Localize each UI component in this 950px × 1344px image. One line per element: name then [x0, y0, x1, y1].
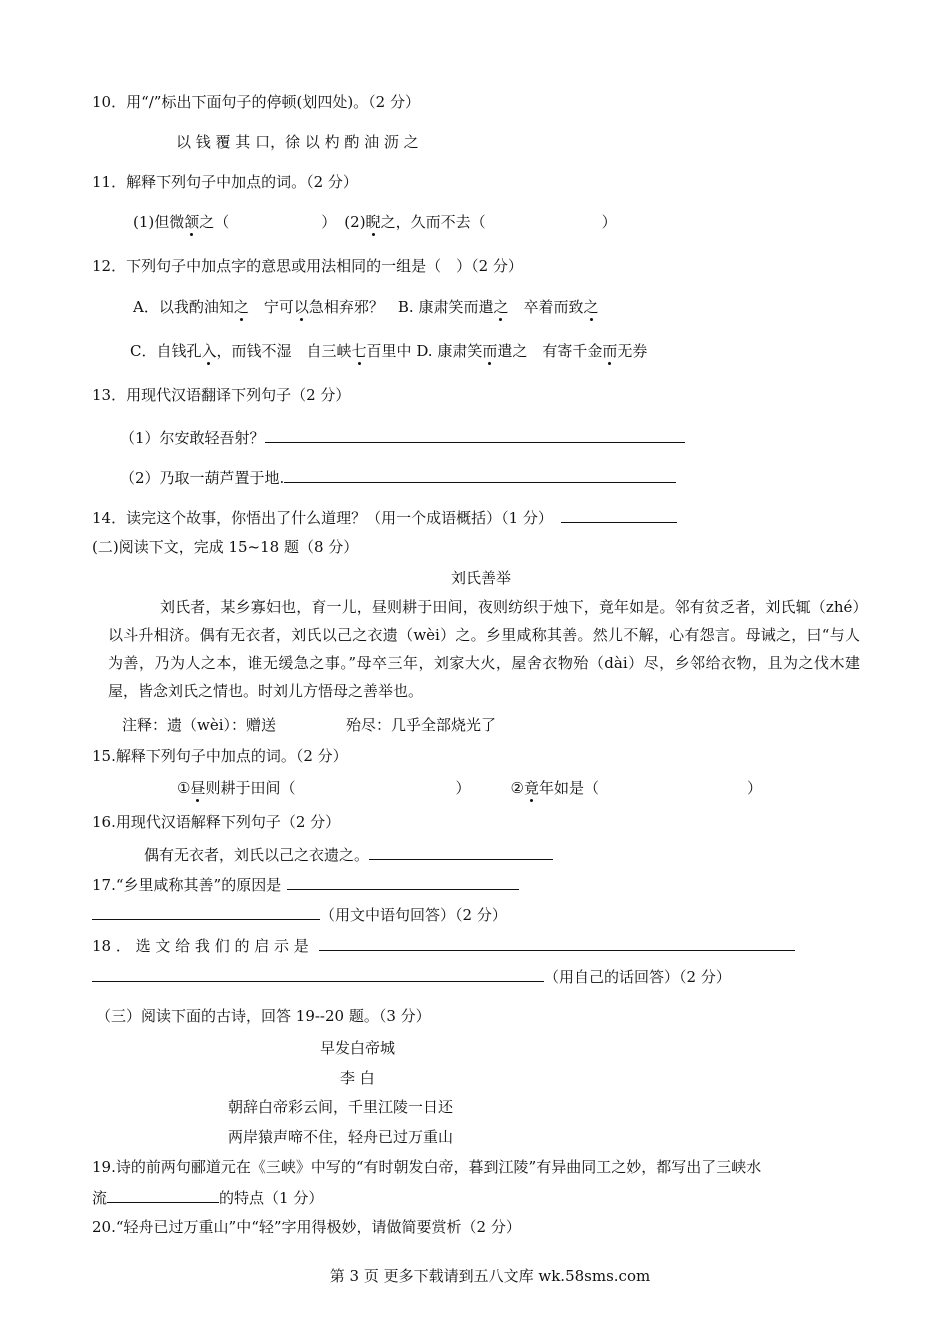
q18-prompt: 18 ． 选 文 给 我 们 的 启 示 是 [92, 937, 309, 955]
q11-a-dotted: 颔 [184, 213, 200, 231]
q20-prompt: 20.“轻舟已过万重山”中“轻”字用得极妙，请做简要赏析（2 分） [92, 1218, 521, 1236]
q12-d-dot2: 而 [602, 342, 618, 360]
page-footer: 第 3 页 更多下载请到五八文库 wk.58sms.com [329, 1267, 651, 1285]
q17-answer-line2[interactable] [92, 904, 320, 920]
q14-answer-line[interactable] [561, 507, 677, 523]
q17-answer-line1[interactable] [287, 874, 519, 890]
q19-prompt: 19.诗的前两句郦道元在《三峡》中写的“有时朝发白帝，暮到江陵”有异曲同工之妙，都写出了三峡水 [92, 1158, 762, 1176]
q11-a-close: ） [321, 213, 337, 231]
q11-b-post: 之，久而不去（ [380, 213, 486, 231]
passage-title: 刘氏善举 [450, 569, 511, 587]
q18-answer-line1[interactable] [319, 935, 795, 951]
q13-answer1-line[interactable] [265, 427, 685, 443]
q12-a-dot1: 之 [233, 298, 249, 316]
q11-prompt: 11．解释下列句子中加点的词。（2 分） [92, 173, 358, 191]
q11-b-close: ） [601, 213, 617, 231]
q12-c-tail: 百里中 [366, 342, 412, 360]
q16-line [144, 844, 553, 865]
q15-a-dotted: 昼 [190, 779, 206, 797]
q12-a-dot2: 以 [293, 298, 309, 316]
passage-text: 刘氏者，某乡寡妇也，育一儿，昼则耕于田间，夜则纺织于烛下，竟年如是。邻有贫乏者，刘氏辄（zhé）以斗升相济。偶有无衣者，刘氏以己之衣遗（wèi）之。乡里咸称其善。然儿不解，心有怨言。母诫之，曰“与人为善，乃为人之本，谁无缓急之事。”母卒三年，刘家大火，屋舍衣物殆（dài）尽，乡邻给衣物，且为之伐木建屋，皆念刘氏之情也。时刘儿方悟母之善举也。 [108, 598, 860, 700]
q17-line2 [92, 904, 507, 925]
q12-b-dot2: 之 [583, 298, 599, 316]
q15-a-post: 则耕于田间（ [205, 779, 296, 797]
q15-b-post: 年如是（ [538, 779, 599, 797]
q11-items [133, 212, 617, 232]
q13-sentence1: （1）尔安敢轻吾射？ [120, 429, 265, 447]
q12-b-dot1: 之 [493, 298, 509, 316]
q15-items [177, 778, 762, 798]
q12-d-label: D. 康肃笑 [411, 342, 483, 360]
q12-options-cd [130, 341, 647, 361]
q11-a-pre: (1)但微 [133, 213, 185, 231]
q19-answer-line[interactable] [107, 1187, 219, 1203]
q12-b-label: B. 康肃笑而遣 [397, 298, 494, 316]
q13-prompt: 13．用现代汉语翻译下列句子（2 分） [92, 386, 351, 404]
q12-c-dot2: 七 [351, 342, 367, 360]
q16-sentence: 偶有无衣者，刘氏以己之衣遗之。 [144, 846, 370, 864]
q12-a-mid: 宁可 [248, 298, 294, 316]
q13-sentence2: （2）乃取一葫芦置于地. [120, 469, 285, 487]
note-daijin: 殆尽：几乎全部烧光了 [346, 716, 497, 734]
q15-b-close: ） [746, 779, 762, 797]
q18-tail: （用自己的话回答）（2 分） [544, 968, 731, 986]
note-yi: 注释：遗（wèi）：赠送 [122, 716, 277, 734]
q17-tail: （用文中语句回答）（2 分） [320, 906, 507, 924]
q12-options-ab [133, 297, 599, 317]
poem-line1: 朝辞白帝彩云间，千里江陵一日还 [228, 1098, 454, 1116]
q15-b-pre: ② [510, 779, 524, 797]
passage-body [108, 593, 860, 705]
q12-d-tail: 无券 [617, 342, 648, 360]
q14-line [92, 507, 677, 528]
q15-prompt: 15.解释下列句子中加点的词。（2 分） [92, 747, 348, 765]
q11-b-dotted: 睨 [365, 213, 381, 231]
poem-line2: 两岸猿声啼不住，轻舟已过万重山 [228, 1128, 454, 1146]
q19-tail-pre: 流 [92, 1189, 108, 1207]
q18-line2 [92, 966, 731, 987]
q15-a-close: ） [455, 779, 471, 797]
q15-a-pre: ① [177, 779, 191, 797]
q12-b-mid: 卒着而致 [508, 298, 584, 316]
q13-line1 [120, 427, 685, 448]
q19-tail-post: 的特点（1 分） [219, 1189, 324, 1207]
q15-b-dotted: 竟 [523, 779, 539, 797]
q12-prompt: 12．下列句子中加点字的意思或用法相同的一组是（ ）（2 分） [92, 257, 523, 275]
q19-line2 [92, 1187, 323, 1208]
section3-header: （三）阅读下面的古诗，回答 19--20 题。（3 分） [96, 1007, 431, 1025]
q17-line1 [92, 874, 519, 895]
q12-d-dot1: 而 [482, 342, 498, 360]
poem-author: 李 白 [340, 1069, 375, 1087]
q14-prompt: 14．读完这个故事，你悟出了什么道理？（用一个成语概括）（1 分） [92, 509, 553, 527]
q18-answer-line2[interactable] [92, 966, 544, 982]
q13-answer2-line[interactable] [284, 467, 676, 483]
q10-prompt: 10．用“/”标出下面句子的停顿(划四处)。（2 分） [92, 93, 420, 111]
q16-prompt: 16.用现代汉语解释下列句子（2 分） [92, 813, 341, 831]
q17-prompt: 17.“乡里咸称其善”的原因是 [92, 876, 282, 894]
poem-title: 早发白帝城 [320, 1039, 396, 1057]
q16-answer-line[interactable] [369, 844, 553, 860]
q11-b-pre: (2) [344, 213, 366, 231]
section2-header: (二)阅读下文，完成 15~18 题（8 分） [92, 538, 359, 556]
q12-c-mid: ，而钱不湿 自三峡 [216, 342, 352, 360]
q11-a-post: 之（ [199, 213, 230, 231]
q13-line2 [120, 467, 676, 488]
q12-c-label: C．自钱孔 [130, 342, 202, 360]
q12-d-mid: 遣之 有寄千金 [497, 342, 603, 360]
q18-line1 [92, 935, 795, 956]
q12-a-label: A．以我酌油知 [133, 298, 234, 316]
q12-a-tail: 急相弃邪？ [308, 298, 384, 316]
q12-c-dot1: 入 [201, 342, 217, 360]
q10-sentence: 以 钱 覆 其 口，徐 以 杓 酌 油 沥 之 [176, 133, 419, 151]
passage-notes [122, 715, 496, 735]
